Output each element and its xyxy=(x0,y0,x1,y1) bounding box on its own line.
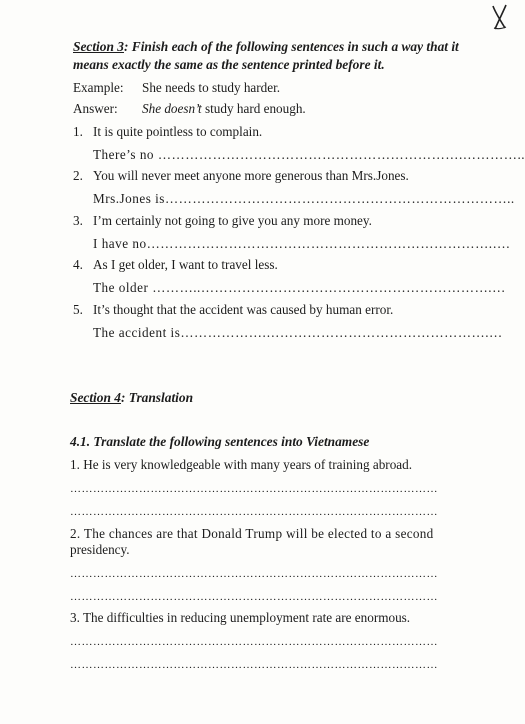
section4-label: Section 4 xyxy=(70,390,121,405)
answer-text-rest: study hard enough. xyxy=(201,101,306,116)
dotted-answer-line: …………………………………………………………………………………… xyxy=(70,568,438,580)
section3-heading-line2: means exactly the same as the sentence printed before it. xyxy=(73,57,385,72)
translation-item-2: 2. The chances are that Donald Trump will be elected to a second xyxy=(70,526,434,541)
example-text: She needs to study harder. xyxy=(142,80,281,95)
item-prompt-line: There’s no ………………………………………………………….………….. xyxy=(93,147,525,162)
section4-heading xyxy=(70,390,193,406)
section4-subheading: 4.1. Translate the following sentences into Vietnamese xyxy=(70,434,370,449)
item-number: 1. xyxy=(73,124,83,139)
item-prompt-line: The accident is……………….………………………………………….… xyxy=(93,325,503,340)
item-number: 2. xyxy=(73,168,83,183)
section3-label: Section 3 xyxy=(73,39,124,54)
item-number: 3. xyxy=(73,213,83,228)
dotted-answer-line: …………………………………………………………………………………… xyxy=(70,591,438,603)
item-sentence: It is quite pointless to complain. xyxy=(93,124,263,139)
handwritten-mark-icon xyxy=(489,2,511,32)
translation-item-1: 1. He is very knowledgeable with many years of training abroad. xyxy=(70,457,413,472)
section3-heading-text: : Finish each of the following sentences in such a way that it xyxy=(123,39,459,54)
item-number: 5. xyxy=(73,302,83,317)
item-sentence: You will never meet anyone more generous than Mrs.Jones. xyxy=(93,168,409,183)
translation-item-3: 3. The difficulties in reducing unemployment rate are enormous. xyxy=(70,610,411,625)
answer-text xyxy=(142,101,306,117)
item-sentence: It’s thought that the accident was caused by human error. xyxy=(93,302,394,317)
translation-item-2-line2: presidency. xyxy=(70,542,130,557)
item-prompt-line: I have no………………………………………………………………….…. xyxy=(93,236,511,251)
answer-text-italic: She doesn’t xyxy=(142,101,202,116)
item-prompt-line: Mrs.Jones is………………………………………………………………….. xyxy=(93,191,515,206)
section3-heading xyxy=(73,39,459,55)
item-sentence: I’m certainly not going to give you any more money. xyxy=(93,213,372,228)
example-label: Example: xyxy=(73,80,124,95)
item-sentence: As I get older, I want to travel less. xyxy=(93,257,278,272)
dotted-answer-line: …………………………………………………………………………………… xyxy=(70,506,438,518)
dotted-answer-line: …………………………………………………………………………………… xyxy=(70,483,438,495)
item-number: 4. xyxy=(73,257,83,272)
dotted-answer-line: …………………………………………………………………………………… xyxy=(70,636,438,648)
answer-label: Answer: xyxy=(73,101,118,116)
section4-heading-text: : Translation xyxy=(120,390,194,405)
dotted-answer-line: …………………………………………………………………………………… xyxy=(70,659,438,671)
item-prompt-line: The older ………..……………………………………………………….… xyxy=(93,280,506,295)
